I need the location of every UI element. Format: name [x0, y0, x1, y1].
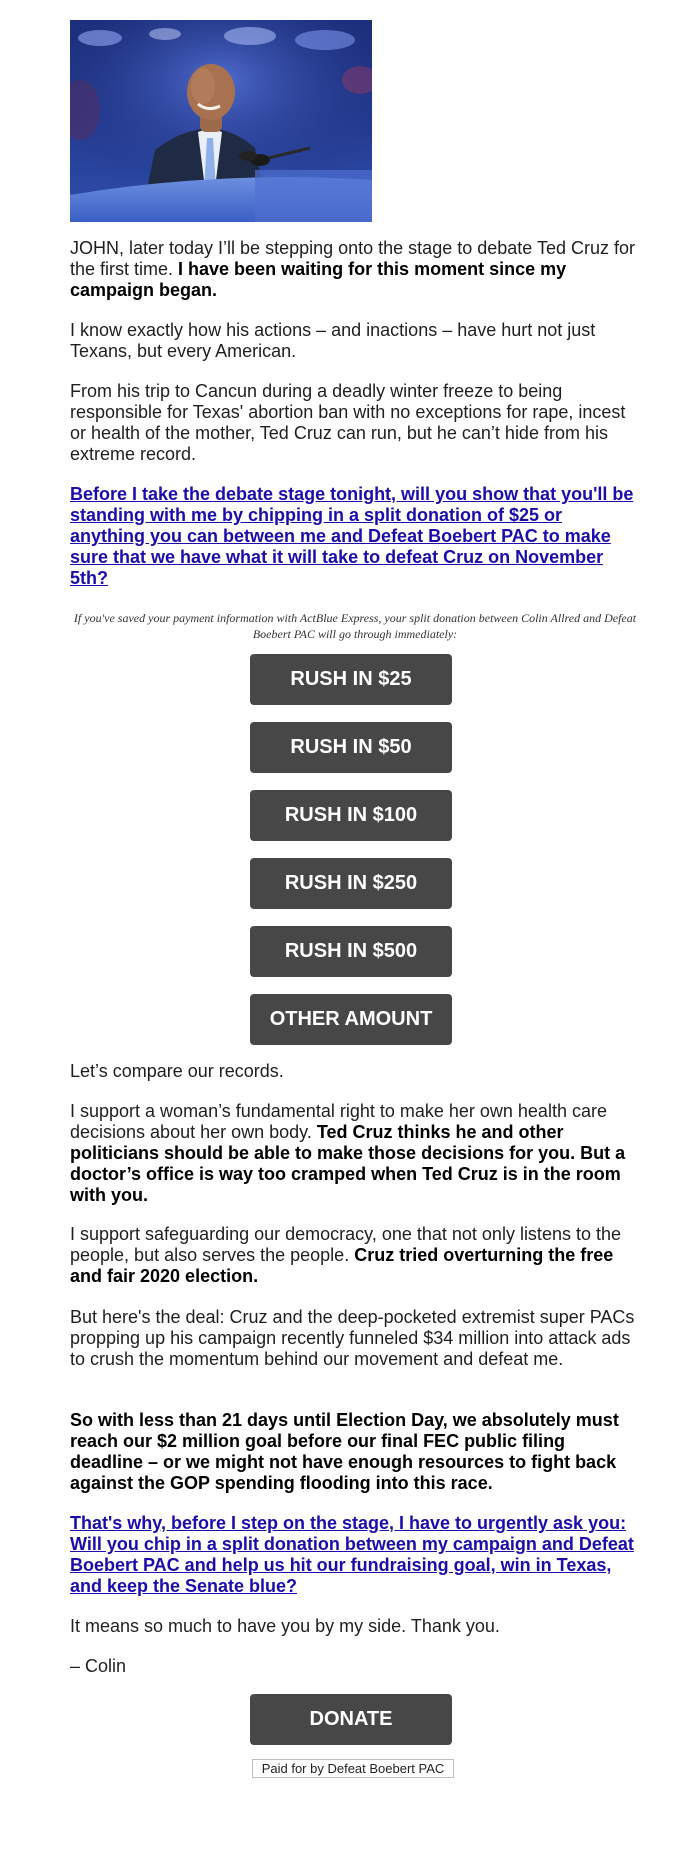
rush-100-button[interactable]: RUSH IN $100	[250, 790, 452, 841]
democracy-paragraph	[70, 1224, 640, 1287]
paid-for-disclaimer: Paid for by Defeat Boebert PAC	[252, 1759, 454, 1778]
rush-250-button[interactable]: RUSH IN $250	[250, 858, 452, 909]
debate-ask-link[interactable]: Before I take the debate stage tonight, will you show that you'll be standing with me by chipping in a split donation of $25 or anything you can between me and Defeat Boebert PAC to make sure that we have what it will take to defeat Cruz on November 5th?	[70, 484, 634, 588]
actblue-express-disclaimer: If you've saved your payment information with ActBlue Express, your split donation between Colin Allred and Defeat Boebert PAC will go through immediately:	[73, 611, 637, 641]
rush-25-button[interactable]: RUSH IN $25	[250, 654, 452, 705]
record-paragraph: From his trip to Cancun during a deadly winter freeze to being responsible for Texas' abortion ban with no exceptions for rape, incest or health of the mother, Ted Cruz can run, but he can’t hide from his extreme record.	[70, 381, 626, 464]
rush-500-button[interactable]: RUSH IN $500	[250, 926, 452, 977]
other-amount-button[interactable]: OTHER AMOUNT	[250, 994, 452, 1045]
thank-you-paragraph: It means so much to have you by my side. Thank you.	[70, 1616, 500, 1636]
health-care-paragraph	[70, 1101, 640, 1206]
democracy-bold-text: Cruz tried overturning the free and fair 2020 election.	[70, 1245, 614, 1286]
donate-button[interactable]: DONATE	[250, 1694, 452, 1745]
intro-text: JOHN, later today I’ll be stepping onto the stage to debate Ted Cruz for the first time.	[70, 238, 635, 279]
health-care-text: I support a woman’s fundamental right to make her own health care decisions about her own body.	[70, 1101, 607, 1142]
intro-bold-text: I have been waiting for this moment since my campaign began.	[70, 259, 567, 300]
urgent-ask-link[interactable]: That's why, before I step on the stage, I have to urgently ask you: Will you chip in a split donation between my campaign and Defeat Boebert PAC and help us hit our fundraising goal, win in Texas, and keep the Senate blue?	[70, 1513, 634, 1596]
super-pac-paragraph: But here's the deal: Cruz and the deep-pocketed extremist super PACs propping up his campaign recently funneled $34 million into attack ads to crush the momentum behind our movement and defeat me.	[70, 1307, 635, 1369]
hero-photo-illustration	[70, 20, 372, 222]
urgent-ask-paragraph	[70, 1513, 640, 1597]
democracy-text: I support safeguarding our democracy, one that not only listens to the people, but also serves the people.	[70, 1224, 621, 1265]
health-care-bold-text: Ted Cruz thinks he and other politicians should be able to make those decisions for you. But a doctor’s office is way too cramped when Ted Cruz is in the room with you.	[70, 1122, 626, 1205]
fec-deadline-paragraph: So with less than 21 days until Election Day, we absolutely must reach our $2 million goal before our final FEC public filing deadline – or we might not have enough resources to fight back against the GOP spending flooding into this race.	[70, 1410, 619, 1493]
compare-records-paragraph: Let’s compare our records.	[70, 1061, 284, 1081]
intro-paragraph	[70, 238, 640, 301]
hero-photo	[70, 20, 372, 222]
actions-paragraph: I know exactly how his actions – and inactions – have hurt not just Texans, but every American.	[70, 320, 596, 361]
signoff: – Colin	[70, 1656, 127, 1676]
rush-50-button[interactable]: RUSH IN $50	[250, 722, 452, 773]
debate-ask-paragraph	[70, 484, 640, 589]
